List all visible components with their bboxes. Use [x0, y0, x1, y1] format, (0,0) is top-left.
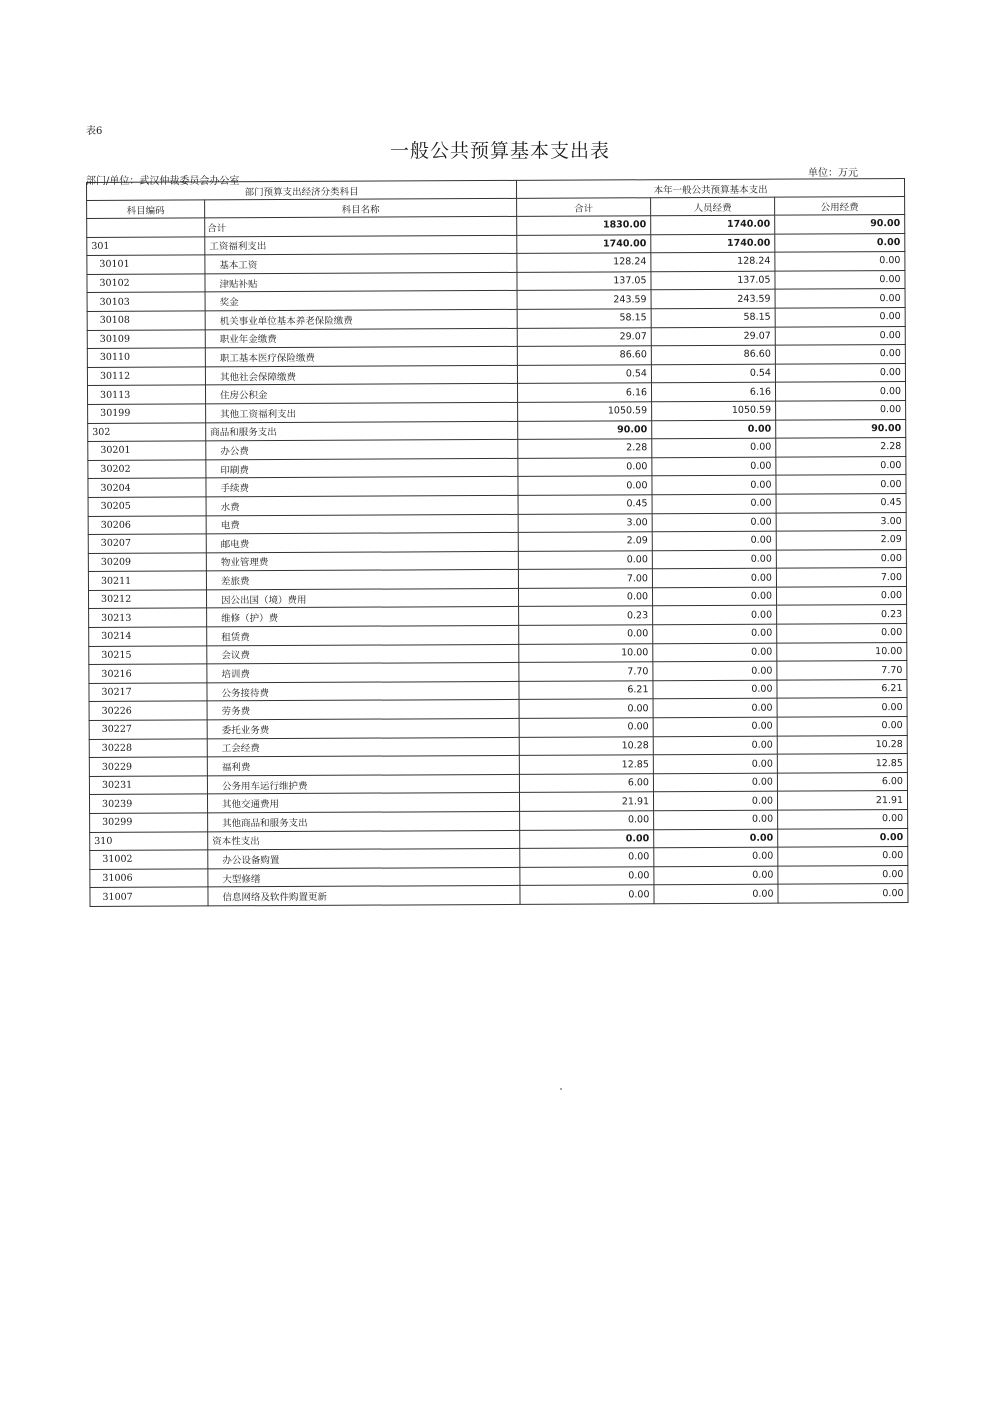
- row-code: 30201: [88, 441, 206, 460]
- row-name: 商品和服务支出: [206, 421, 518, 441]
- row-personnel: 0.00: [652, 494, 776, 513]
- row-public: 3.00: [776, 512, 906, 531]
- scan-dot: [560, 1088, 562, 1090]
- department-label: 部门/单位：武汉仲裁委员会办公室: [86, 176, 240, 187]
- row-public: 0.00: [777, 624, 907, 643]
- row-code: 301: [87, 237, 205, 256]
- row-name: 物业管理费: [206, 551, 518, 571]
- row-code: 30109: [87, 329, 205, 348]
- row-code: 310: [90, 832, 208, 851]
- row-public: 10.00: [777, 642, 907, 661]
- row-code: 30110: [87, 348, 205, 367]
- row-total: 2.09: [518, 532, 652, 551]
- row-code: 31002: [90, 850, 208, 869]
- row-code: 30215: [89, 646, 207, 665]
- row-personnel: 58.15: [651, 308, 775, 327]
- row-code: 31007: [90, 887, 208, 906]
- row-code: 30209: [88, 553, 206, 572]
- row-public: 0.00: [775, 363, 905, 382]
- row-public: 0.00: [775, 270, 905, 289]
- row-total: 3.00: [518, 513, 652, 532]
- row-public: 0.00: [776, 456, 906, 475]
- row-code: 30206: [88, 515, 206, 534]
- row-name: 会议费: [207, 644, 519, 664]
- row-name: 其他商品和服务支出: [208, 811, 520, 831]
- row-name: 水费: [206, 495, 518, 515]
- row-total: 0.54: [517, 364, 651, 383]
- row-public: 0.00: [775, 233, 905, 252]
- row-total: 6.16: [518, 383, 652, 402]
- header-name: 科目名称: [205, 198, 517, 218]
- row-total: 128.24: [517, 253, 651, 272]
- row-code: 31006: [90, 869, 208, 888]
- row-total: 10.28: [519, 736, 653, 755]
- row-public: 0.23: [777, 605, 907, 624]
- row-total: 0.00: [518, 476, 652, 495]
- row-name: 租赁费: [207, 625, 519, 645]
- row-name: 大型修缮: [208, 867, 520, 887]
- row-personnel: 0.00: [654, 792, 778, 811]
- row-personnel: 0.00: [654, 866, 778, 885]
- header-code: 科目编码: [87, 200, 205, 219]
- row-personnel: 0.00: [652, 550, 776, 569]
- row-personnel: 0.00: [653, 754, 777, 773]
- row-total: 0.00: [519, 718, 653, 737]
- row-total: 6.21: [519, 681, 653, 700]
- row-code: 30229: [89, 757, 207, 776]
- row-public: 0.00: [776, 382, 906, 401]
- row-code: 30102: [87, 274, 205, 293]
- row-public: 0.00: [775, 307, 905, 326]
- row-name: 委托业务费: [207, 718, 519, 738]
- row-name: 其他交通费用: [207, 793, 519, 813]
- row-name: 工资福利支出: [205, 235, 517, 255]
- row-public: 12.85: [777, 754, 907, 773]
- row-total: 1830.00: [517, 216, 651, 235]
- row-code: 30213: [89, 608, 207, 627]
- row-personnel: 0.00: [653, 643, 777, 662]
- table-row: [90, 884, 908, 907]
- row-public: 0.00: [778, 809, 908, 828]
- row-name: 津贴补贴: [205, 272, 517, 292]
- row-name: 信息网络及软件购置更新: [208, 886, 520, 906]
- row-public: 0.45: [776, 493, 906, 512]
- row-personnel: 0.00: [653, 736, 777, 755]
- row-name: 基本工资: [205, 254, 517, 274]
- row-total: 0.45: [518, 495, 652, 514]
- row-total: 21.91: [520, 792, 654, 811]
- row-code: 30212: [88, 590, 206, 609]
- row-name: 培训费: [207, 663, 519, 683]
- row-code: 30205: [88, 497, 206, 516]
- row-name: 合计: [205, 216, 517, 236]
- row-personnel: 0.00: [652, 457, 776, 476]
- row-public: 2.28: [776, 438, 906, 457]
- row-public: 2.09: [776, 531, 906, 550]
- row-personnel: 1740.00: [651, 234, 775, 253]
- row-name: 其他社会保障缴费: [205, 365, 517, 385]
- row-public: 0.00: [775, 289, 905, 308]
- row-total: 0.00: [520, 848, 654, 867]
- row-name: 公务接待费: [207, 681, 519, 701]
- row-code: 30101: [87, 255, 205, 274]
- row-public: 90.00: [776, 419, 906, 438]
- row-code: 30231: [89, 776, 207, 795]
- row-public: 6.21: [777, 679, 907, 698]
- row-personnel: 0.00: [653, 680, 777, 699]
- row-total: 0.00: [520, 829, 654, 848]
- row-public: 0.00: [776, 549, 906, 568]
- row-name: 住房公积金: [205, 384, 517, 404]
- row-name: 职业年金缴费: [205, 328, 517, 348]
- table-number-label: 表6: [86, 126, 103, 137]
- row-personnel: 0.00: [654, 847, 778, 866]
- row-personnel: 0.00: [652, 475, 776, 494]
- row-total: 12.85: [519, 755, 653, 774]
- row-public: 7.00: [776, 568, 906, 587]
- row-code: 30217: [89, 683, 207, 702]
- row-public: 10.28: [777, 735, 907, 754]
- row-public: 90.00: [775, 214, 905, 233]
- row-personnel: 0.00: [654, 829, 778, 848]
- row-total: 0.00: [519, 699, 653, 718]
- budget-table: [86, 178, 909, 907]
- header-total: 合计: [517, 198, 651, 217]
- row-total: 1740.00: [517, 234, 651, 253]
- row-public: 0.00: [776, 400, 906, 419]
- row-public: 0.00: [775, 252, 905, 271]
- row-code: 30108: [87, 311, 205, 330]
- row-public: 0.00: [778, 865, 908, 884]
- row-personnel: 1050.59: [652, 401, 776, 420]
- row-code: [87, 218, 205, 237]
- row-personnel: 6.16: [652, 382, 776, 401]
- row-personnel: 0.00: [652, 568, 776, 587]
- row-personnel: 29.07: [651, 327, 775, 346]
- row-name: 机关事业单位基本养老保险缴费: [205, 309, 517, 329]
- row-personnel: 137.05: [651, 271, 775, 290]
- row-code: 30103: [87, 292, 205, 311]
- row-name: 邮电费: [206, 532, 518, 552]
- header-group-left: 部门预算支出经济分类科目: [87, 180, 517, 200]
- row-public: 0.00: [778, 828, 908, 847]
- row-code: 30214: [89, 627, 207, 646]
- row-personnel: 0.00: [652, 438, 776, 457]
- row-name: 福利费: [207, 756, 519, 776]
- row-code: 30239: [89, 794, 207, 813]
- row-total: 0.00: [518, 457, 652, 476]
- row-total: 0.00: [518, 550, 652, 569]
- row-name: 手续费: [206, 477, 518, 497]
- row-personnel: 0.00: [653, 773, 777, 792]
- row-total: 7.70: [519, 662, 653, 681]
- row-public: 7.70: [777, 661, 907, 680]
- row-total: 29.07: [517, 327, 651, 346]
- row-public: 0.00: [778, 884, 908, 903]
- row-name: 工会经费: [207, 737, 519, 757]
- row-code: 30216: [89, 664, 207, 683]
- row-total: 1050.59: [518, 402, 652, 421]
- unit-label: 单位：万元: [808, 168, 858, 179]
- row-name: 维修（护）费: [207, 607, 519, 627]
- row-name: 因公出国（境）费用: [206, 588, 518, 608]
- row-personnel: 0.00: [653, 606, 777, 625]
- row-total: 58.15: [517, 309, 651, 328]
- row-public: 21.91: [778, 791, 908, 810]
- row-name: 劳务费: [207, 700, 519, 720]
- row-total: 243.59: [517, 290, 651, 309]
- row-personnel: 0.00: [653, 699, 777, 718]
- row-personnel: 0.00: [654, 810, 778, 829]
- row-total: 7.00: [518, 569, 652, 588]
- row-name: 办公设备购置: [208, 849, 520, 869]
- row-total: 10.00: [519, 643, 653, 662]
- row-name: 其他工资福利支出: [206, 402, 518, 422]
- row-public: 0.00: [777, 717, 907, 736]
- header-public: 公用经费: [775, 196, 905, 215]
- row-name: 电费: [206, 514, 518, 534]
- row-code: 302: [88, 422, 206, 441]
- row-total: 0.00: [520, 885, 654, 904]
- row-personnel: 1740.00: [651, 215, 775, 234]
- row-personnel: 0.00: [653, 587, 777, 606]
- row-code: 30113: [87, 385, 205, 404]
- row-total: 86.60: [517, 346, 651, 365]
- row-personnel: 0.00: [652, 531, 776, 550]
- row-total: 90.00: [518, 420, 652, 439]
- row-personnel: 0.00: [654, 885, 778, 904]
- row-code: 30112: [87, 367, 205, 386]
- row-public: 0.00: [775, 326, 905, 345]
- row-total: 0.00: [519, 588, 653, 607]
- header-group-right: 本年一般公共预算基本支出: [517, 178, 905, 198]
- row-personnel: 86.60: [651, 345, 775, 364]
- row-name: 职工基本医疗保险缴费: [205, 347, 517, 367]
- row-personnel: 0.54: [651, 364, 775, 383]
- row-name: 资本性支出: [208, 830, 520, 850]
- row-public: 0.00: [777, 586, 907, 605]
- row-personnel: 0.00: [653, 661, 777, 680]
- row-name: 印刷费: [206, 458, 518, 478]
- row-personnel: 0.00: [653, 624, 777, 643]
- row-personnel: 243.59: [651, 290, 775, 309]
- row-public: 0.00: [777, 698, 907, 717]
- row-public: 6.00: [777, 772, 907, 791]
- row-code: 30207: [88, 534, 206, 553]
- table-body: [87, 214, 908, 906]
- row-name: 公务用车运行维护费: [207, 774, 519, 794]
- row-personnel: 128.24: [651, 252, 775, 271]
- row-code: 30299: [90, 813, 208, 832]
- row-total: 6.00: [519, 774, 653, 793]
- row-code: 30226: [89, 701, 207, 720]
- row-personnel: 0.00: [652, 513, 776, 532]
- row-code: 30202: [88, 460, 206, 479]
- row-total: 0.00: [520, 867, 654, 886]
- row-public: 0.00: [775, 345, 905, 364]
- row-name: 办公费: [206, 440, 518, 460]
- row-code: 30227: [89, 720, 207, 739]
- row-code: 30204: [88, 478, 206, 497]
- row-total: 0.23: [519, 606, 653, 625]
- row-code: 30211: [88, 571, 206, 590]
- row-personnel: 0.00: [652, 420, 776, 439]
- row-total: 137.05: [517, 272, 651, 291]
- row-code: 30199: [88, 404, 206, 423]
- row-total: 2.28: [518, 439, 652, 458]
- page-title: 一般公共预算基本支出表: [389, 140, 610, 162]
- row-name: 差旅费: [206, 570, 518, 590]
- row-total: 0.00: [520, 811, 654, 830]
- header-personnel: 人员经费: [651, 197, 775, 216]
- row-public: 0.00: [778, 847, 908, 866]
- row-total: 0.00: [519, 625, 653, 644]
- row-name: 奖金: [205, 291, 517, 311]
- row-public: 0.00: [776, 475, 906, 494]
- row-code: 30228: [89, 739, 207, 758]
- row-personnel: 0.00: [653, 717, 777, 736]
